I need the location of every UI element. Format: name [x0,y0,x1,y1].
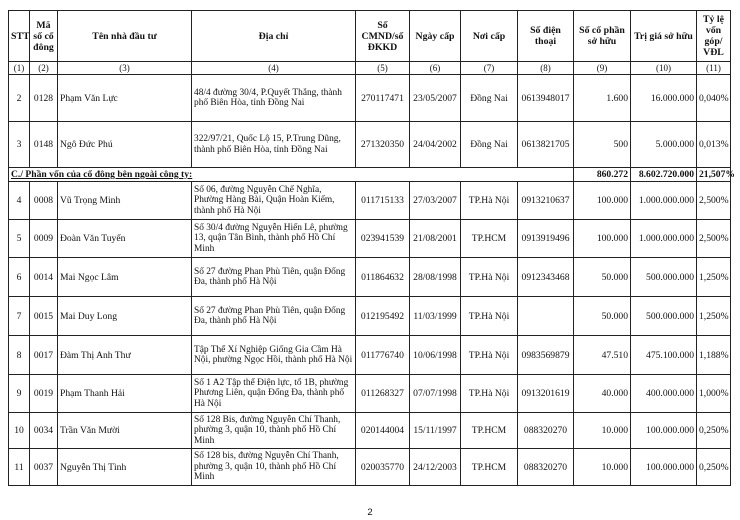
cell-ma-so: 0014 [30,258,58,297]
cell-cmnd: 012195492 [356,297,410,336]
cell-noi-cap: Đồng Nai [461,75,518,122]
cell-tri-gia: 475.100.000 [631,336,697,375]
cell-dien-thoai: 0912343468 [518,258,574,297]
column-number: (4) [192,62,356,75]
cell-stt: 9 [9,375,30,413]
cell-ngay-cap: 21/08/2001 [410,220,461,258]
cell-ty-le: 1,188% [697,336,731,375]
cell-noi-cap: TP.Hà Nội [461,375,518,413]
cell-tri-gia: 5.000.000 [631,122,697,168]
cell-dien-thoai: 0913210637 [518,182,574,220]
column-number: (2) [30,62,58,75]
cell-ngay-cap: 27/03/2007 [410,182,461,220]
cell-ty-le: 1,250% [697,258,731,297]
cell-ty-le: 0,250% [697,449,731,486]
column-number: (3) [58,62,192,75]
cell-dien-thoai: 0613948017 [518,75,574,122]
cell-ngay-cap: 07/07/1998 [410,375,461,413]
header-noi-cap: Nơi cấp [461,11,518,62]
header-tri-gia: Trị giá sở hữu [631,11,697,62]
cell-dien-thoai: 088320270 [518,449,574,486]
cell-ten: Phạm Văn Lực [58,75,192,122]
cell-dia-chi: 322/97/21, Quốc Lộ 15, P.Trung Dũng, thành phố Biên Hòa, tỉnh Đồng Nai [192,122,356,168]
cell-dien-thoai: 0613821705 [518,122,574,168]
cell-stt: 7 [9,297,30,336]
section-row-c [9,168,731,182]
table-row [9,182,731,220]
header-ten: Tên nhà đầu tư [58,11,192,62]
cell-stt: 5 [9,220,30,258]
cell-cmnd: 023941539 [356,220,410,258]
cell-tri-gia: 100.000.000 [631,413,697,449]
cell-ngay-cap: 11/03/1999 [410,297,461,336]
cell-dien-thoai [518,297,574,336]
cell-ten: Đoàn Văn Tuyến [58,220,192,258]
cell-cmnd: 011268327 [356,375,410,413]
table-row [9,258,731,297]
cell-ten: Mai Duy Long [58,297,192,336]
cell-cmnd: 270117471 [356,75,410,122]
cell-ngay-cap: 24/04/2002 [410,122,461,168]
cell-dia-chi: 48/4 đường 30/4, P.Quyết Thắng, thành phố Biên Hòa, tỉnh Đồng Nai [192,75,356,122]
column-number-row [9,62,731,75]
cell-stt: 8 [9,336,30,375]
cell-noi-cap: Đồng Nai [461,122,518,168]
cell-noi-cap: TP.HCM [461,449,518,486]
cell-so-cp: 1.600 [574,75,631,122]
cell-ma-so: 0008 [30,182,58,220]
cell-stt: 2 [9,75,30,122]
cell-tri-gia: 500.000.000 [631,297,697,336]
header-stt: STT [9,11,30,62]
cell-so-cp: 40.000 [574,375,631,413]
cell-tri-gia: 500.000.000 [631,258,697,297]
cell-so-cp: 10.000 [574,449,631,486]
cell-so-cp: 500 [574,122,631,168]
cell-ty-le: 1,000% [697,375,731,413]
cell-dien-thoai: 088320270 [518,413,574,449]
cell-dia-chi: Số 1 A2 Tập thể Điện lực, tổ 1B, phường Phương Liên, quận Đống Đa, thành phố Hà Nội [192,375,356,413]
cell-stt: 11 [9,449,30,486]
cell-so-cp: 50.000 [574,297,631,336]
cell-ty-le: 2,500% [697,220,731,258]
cell-tri-gia: 16.000.000 [631,75,697,122]
cell-tri-gia: 1.000.000.000 [631,182,697,220]
cell-noi-cap: TP.HCM [461,413,518,449]
column-number: (8) [518,62,574,75]
cell-ngay-cap: 15/11/1997 [410,413,461,449]
cell-ma-so: 0019 [30,375,58,413]
page-number: 2 [367,507,373,518]
cell-ty-le: 0,013% [697,122,731,168]
section-total-ratio: 21,507% [697,168,731,182]
cell-ten: Vũ Trọng Minh [58,182,192,220]
cell-ten: Phạm Thanh Hải [58,375,192,413]
cell-ty-le: 2,500% [697,182,731,220]
cell-ma-so: 0128 [30,75,58,122]
cell-noi-cap: TP.Hà Nội [461,336,518,375]
table-row [9,220,731,258]
cell-ty-le: 1,250% [697,297,731,336]
cell-ngay-cap: 24/12/2003 [410,449,461,486]
cell-noi-cap: TP.Hà Nội [461,258,518,297]
cell-ma-so: 0009 [30,220,58,258]
cell-dia-chi: Tập Thể Xí Nghiệp Giống Gia Cầm Hà Nội, phường Ngọc Hồi, thành phố Hà Nội [192,336,356,375]
cell-dien-thoai: 0983569879 [518,336,574,375]
column-number: (6) [410,62,461,75]
cell-dia-chi: Số 128 Bis, đường Nguyễn Chí Thanh, phường 3, quận 10, thành phố Hồ Chí Minh [192,413,356,449]
table-body-top [9,75,731,168]
cell-stt: 10 [9,413,30,449]
cell-ma-so: 0037 [30,449,58,486]
header-ma-so: Mã số cổ đông [30,11,58,62]
cell-cmnd: 020035770 [356,449,410,486]
cell-ten: Trần Văn Mười [58,413,192,449]
section-total-shares: 860.272 [574,168,631,182]
cell-dia-chi: Số 27 đường Phan Phù Tiên, quận Đống Đa, thành phố Hà Nội [192,297,356,336]
cell-ty-le: 0,040% [697,75,731,122]
cell-stt: 6 [9,258,30,297]
section-total-value: 8.602.720.000 [631,168,697,182]
table-row [9,75,731,122]
header-ty-le: Tỷ lệ vốn góp/ VĐL [697,11,731,62]
cell-ma-so: 0015 [30,297,58,336]
cell-stt: 4 [9,182,30,220]
section-label: C./ Phần vốn của cổ đông bên ngoài công ty: [9,168,574,182]
cell-tri-gia: 400.000.000 [631,375,697,413]
cell-so-cp: 100.000 [574,220,631,258]
cell-dia-chi: Số 27 đường Phan Phù Tiên, quận Đống Đa, thành phố Hà Nội [192,258,356,297]
header-cmnd: Số CMND/số ĐKKD [356,11,410,62]
cell-cmnd: 011715133 [356,182,410,220]
cell-ngay-cap: 28/08/1998 [410,258,461,297]
cell-cmnd: 020144004 [356,413,410,449]
cell-ma-so: 0017 [30,336,58,375]
document-page [8,10,735,486]
cell-ten: Mai Ngọc Lâm [58,258,192,297]
cell-ty-le: 0,250% [697,413,731,449]
column-number: (5) [356,62,410,75]
cell-ten: Nguyễn Thị Tình [58,449,192,486]
table-body-bottom [9,182,731,486]
cell-dia-chi: Số 30/4 đường Nguyễn Hiến Lê, phường 13, quận Tân Bình, thành phố Hồ Chí Minh [192,220,356,258]
cell-ngay-cap: 10/06/1998 [410,336,461,375]
header-row [9,11,731,62]
column-number: (11) [697,62,731,75]
cell-cmnd: 011864632 [356,258,410,297]
header-so-cp: Số cổ phần sở hữu [574,11,631,62]
cell-so-cp: 10.000 [574,413,631,449]
column-number: (7) [461,62,518,75]
section-body [9,168,735,182]
table-row [9,449,731,486]
cell-ten: Đàm Thị Anh Thư [58,336,192,375]
column-number: (1) [9,62,30,75]
cell-ngay-cap: 23/05/2007 [410,75,461,122]
table-row [9,413,731,449]
header-ngay-cap: Ngày cấp [410,11,461,62]
cell-noi-cap: TP.Hà Nội [461,182,518,220]
column-number: (10) [631,62,697,75]
cell-noi-cap: TP.Hà Nội [461,297,518,336]
table-row [9,297,731,336]
cell-ten: Ngô Đức Phú [58,122,192,168]
cell-tri-gia: 1.000.000.000 [631,220,697,258]
cell-cmnd: 271320350 [356,122,410,168]
cell-so-cp: 100.000 [574,182,631,220]
cell-ma-so: 0148 [30,122,58,168]
cell-ma-so: 0034 [30,413,58,449]
cell-dien-thoai: 0913201619 [518,375,574,413]
cell-stt: 3 [9,122,30,168]
header-dia-chi: Địa chỉ [192,11,356,62]
column-number: (9) [574,62,631,75]
shareholder-table [8,10,735,486]
cell-dia-chi: Số 06, đường Nguyễn Chế Nghĩa, Phường Hàng Bài, Quận Hoàn Kiếm, thành phố Hà Nội [192,182,356,220]
cell-so-cp: 47.510 [574,336,631,375]
cell-cmnd: 011776740 [356,336,410,375]
cell-tri-gia: 100.000.000 [631,449,697,486]
table-row [9,336,731,375]
table-row [9,375,731,413]
cell-noi-cap: TP.HCM [461,220,518,258]
header-dien-thoai: Số điện thoại [518,11,574,62]
cell-dien-thoai: 0913919496 [518,220,574,258]
cell-dia-chi: Số 128 bis, đường Nguyễn Chí Thanh, phường 3, quận 10, thành phố Hồ Chí Minh [192,449,356,486]
table-row [9,122,731,168]
cell-so-cp: 50.000 [574,258,631,297]
